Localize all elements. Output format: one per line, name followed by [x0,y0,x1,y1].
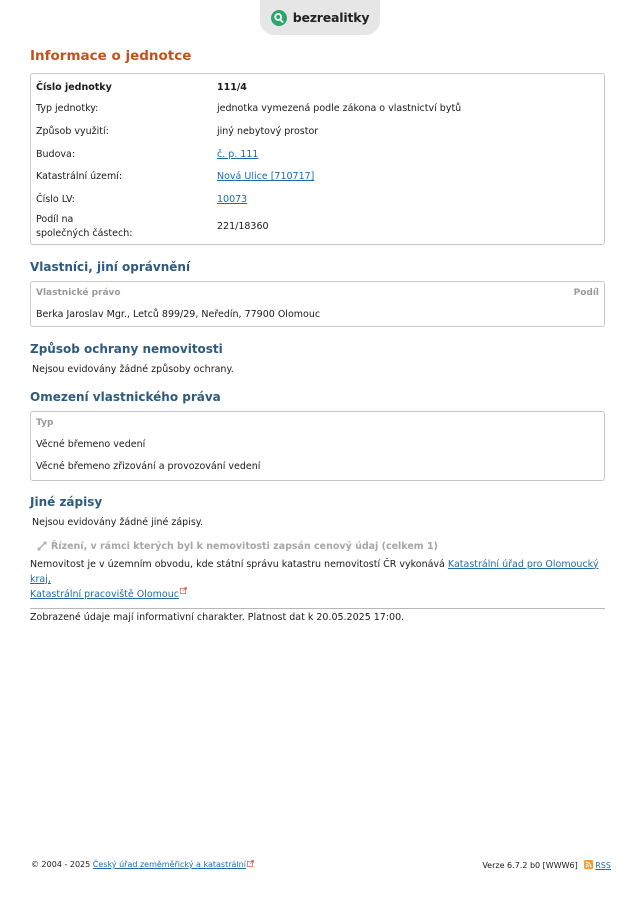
footer-left [31,860,254,870]
version: Verze 6.7.2 b0 [WWW6] [482,861,578,870]
table-row [31,98,604,121]
validity-note: Zobrazené údaje mají informativní charakter. Platnost dat k 20.05.2025 17:00. [30,612,405,624]
row-value: 111/4 [217,81,247,93]
owners-col-left: Vlastnické právo [36,287,121,298]
table-row [31,120,604,143]
restrictions-box [30,411,605,481]
row-value: jednotka vymezená podle zákona o vlastnictví bytů [217,103,462,115]
table-row [31,75,604,98]
ownership-sheet-link[interactable]: 10073 [217,193,248,205]
owners-title: Vlastníci, jiní oprávnění [30,259,191,274]
external-link-icon [180,587,187,594]
table-row [31,165,604,188]
page-title: Informace o jednotce [30,48,192,64]
rss-link[interactable]: RSS [595,861,611,870]
copyright: © 2004 - 2025 [31,860,91,869]
row-label: Způsob využití: [36,125,109,137]
main-content [30,48,605,625]
office-info [30,557,605,603]
divider [30,608,605,609]
protection-text: Nejsou evidovány žádné způsoby ochrany. [32,363,234,375]
row-label: Budova: [36,148,76,160]
row-value: 221/18360 [217,220,269,232]
other-text: Nejsou evidovány žádné jiné zápisy. [32,516,204,528]
row-label: Číslo jednotky [36,81,112,93]
list-item: Věcné břemeno vedení [36,439,146,451]
unit-info-box [30,73,605,245]
proceedings-label: Řízení, v rámci kterých byl k nemovitosti zapsán cenový údaj (celkem 1) [51,540,438,552]
link-icon [37,541,47,551]
table-row [31,143,604,166]
row-label: Katastrální území: [36,171,123,183]
owners-col-right: Podíl [573,287,599,298]
other-title: Jiné zápisy [30,494,103,509]
row-label-line: společných částech: [36,228,133,240]
row-value [212,165,604,188]
owner-row: Berka Jaroslav Mgr., Letců 899/29, Neředín, 77900 Olomouc [36,309,321,321]
footer-right [482,860,611,870]
row-value [212,188,604,211]
regional-office-link[interactable]: Katastrální úřad pro Olomoucký kraj, [30,558,599,585]
restrictions-title: Omezení vlastnického práva [30,389,221,404]
location-pin-icon [271,10,287,26]
brand-tab[interactable] [260,0,380,35]
row-label: Číslo LV: [36,193,75,205]
restrictions-header [31,412,604,434]
external-link-icon [247,860,254,867]
row-value [212,143,604,166]
cadastral-area-link[interactable]: Nová Ulice [710717] [217,171,315,183]
local-office-link[interactable]: Katastrální pracoviště Olomouc [30,588,179,600]
footer [31,860,611,870]
row-value: jiný nebytový prostor [217,125,319,137]
unit-info-table [31,75,604,244]
restrictions-col: Typ [36,417,54,428]
agency-link[interactable]: Český úřad zeměměřický a katastrální [92,860,246,869]
row-label: Typ jednotky: [36,103,99,115]
list-item: Věcné břemeno zřizování a provozování vedení [36,461,261,473]
owners-header [31,282,604,304]
row-label-line: Podíl na [36,213,74,225]
brand-name: bezrealitky [292,10,370,25]
row-label [31,211,212,244]
table-row [31,188,604,211]
rss-icon [584,860,593,869]
owners-box [30,281,605,327]
proceedings-toggle[interactable] [30,541,605,552]
building-link[interactable]: č. p. 111 [217,148,259,160]
office-prefix: Nemovitost je v územním obvodu, kde státní správu katastru nemovitostí ČR vykonává [30,558,445,570]
protection-title: Způsob ochrany nemovitosti [30,341,223,356]
table-row [31,211,604,244]
